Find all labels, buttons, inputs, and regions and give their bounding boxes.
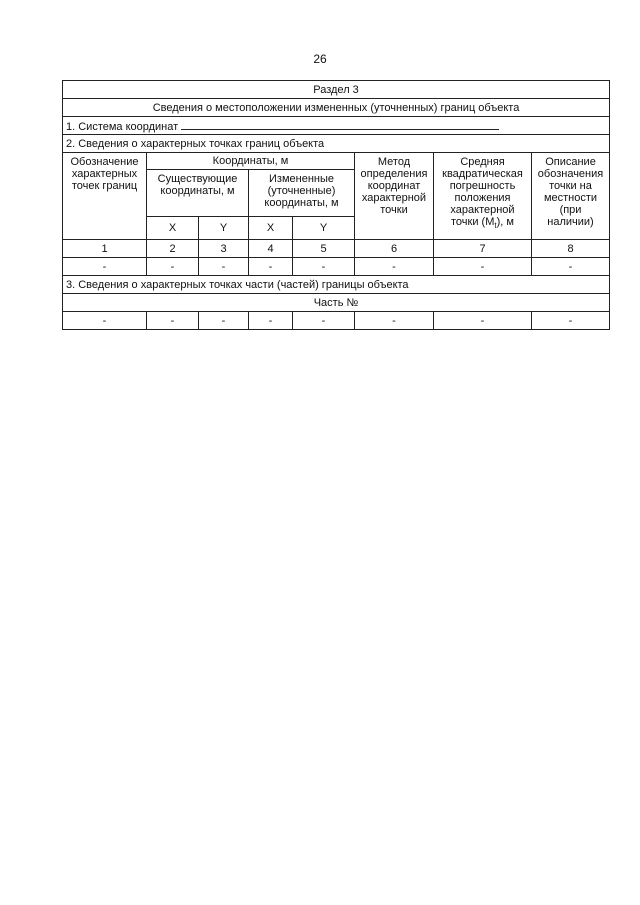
table-title: Сведения о местоположении измененных (уточненных) границ объекта bbox=[63, 99, 610, 117]
part-data-cell: - bbox=[293, 312, 355, 330]
data-cell: - bbox=[293, 258, 355, 276]
part-data-cell: - bbox=[63, 312, 147, 330]
boundary-table bbox=[62, 80, 610, 330]
header-method: Метод определения координат характерной точки bbox=[355, 153, 434, 240]
data-cell: - bbox=[355, 258, 434, 276]
data-cell: - bbox=[532, 258, 610, 276]
header-error-sub: t bbox=[494, 221, 497, 231]
header-existing-coordinates: Существующие координаты, м bbox=[147, 170, 249, 217]
header-coordinates: Координаты, м bbox=[147, 153, 355, 170]
header-error-suffix: ), м bbox=[496, 216, 514, 228]
header-changed-y: Y bbox=[293, 217, 355, 240]
column-number: 8 bbox=[532, 240, 610, 258]
header-description: Описание обозначения точки на местности (при наличии) bbox=[532, 153, 610, 240]
part-number-label: Часть № bbox=[63, 294, 610, 312]
part-data-cell: - bbox=[355, 312, 434, 330]
header-error-text: Средняя квадратическая погрешность положения характерной точки (M bbox=[442, 156, 523, 228]
column-number: 2 bbox=[147, 240, 199, 258]
part-data-cell: - bbox=[199, 312, 249, 330]
header-existing-x: X bbox=[147, 217, 199, 240]
header-changed-x: X bbox=[249, 217, 293, 240]
page-number: 26 bbox=[313, 52, 327, 66]
coordinate-system-blank-line bbox=[181, 119, 499, 130]
part-data-cell: - bbox=[532, 312, 610, 330]
column-number: 4 bbox=[249, 240, 293, 258]
header-changed-coordinates: Измененные (уточненные) координаты, м bbox=[249, 170, 355, 217]
header-designation: Обозначение характерных точек границ bbox=[63, 153, 147, 240]
coordinate-system-label: 1. Система координат bbox=[66, 120, 179, 133]
part-data-cell: - bbox=[147, 312, 199, 330]
data-cell: - bbox=[63, 258, 147, 276]
column-number: 5 bbox=[293, 240, 355, 258]
part-data-cell: - bbox=[434, 312, 532, 330]
part-points-label: 3. Сведения о характерных точках части (частей) границы объекта bbox=[63, 276, 610, 294]
data-cell: - bbox=[434, 258, 532, 276]
data-cell: - bbox=[249, 258, 293, 276]
part-data-cell: - bbox=[249, 312, 293, 330]
column-number: 1 bbox=[63, 240, 147, 258]
header-error bbox=[434, 153, 532, 240]
header-existing-y: Y bbox=[199, 217, 249, 240]
data-cell: - bbox=[199, 258, 249, 276]
section-heading: Раздел 3 bbox=[63, 81, 610, 99]
data-cell: - bbox=[147, 258, 199, 276]
characteristic-points-label: 2. Сведения о характерных точках границ объекта bbox=[63, 135, 610, 153]
column-number: 3 bbox=[199, 240, 249, 258]
column-number: 7 bbox=[434, 240, 532, 258]
column-number: 6 bbox=[355, 240, 434, 258]
coordinate-system-row bbox=[63, 117, 610, 135]
